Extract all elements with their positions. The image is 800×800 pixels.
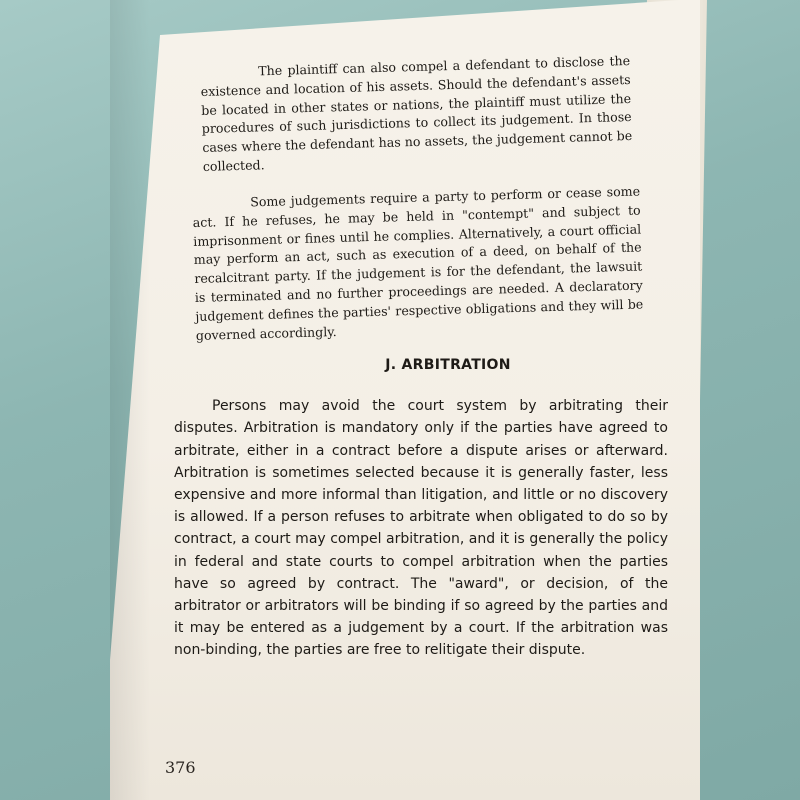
paragraph-performance: Some judgements require a party to perform or cease some act. If he refuses, he may be held in "contempt" and subject to imprisonment or fines until he complies. Alternatively, a court official may perform an act, such as execution of a deed, on behalf of the recalcitrant party. If the judgement is for the defendant, the lawsuit is terminated and no further proceedings are needed. A declaratory judgement defines the parties' respective obligations and they will be governed accordingly. <box>192 183 644 343</box>
page-number: 376 <box>165 758 196 777</box>
page-content <box>174 52 668 662</box>
paragraph-assets: The plaintiff can also compel a defendant to disclose the existence and location of his assets. Should the defendant's assets be located in other states or nations, the plaintiff must utilize the procedures of such jurisdictions to collect its judgement. In those cases where the defendant has no assets, the judgement cannot be collected. <box>200 52 633 174</box>
paragraph-arbitration: Persons may avoid the court system by arbitrating their disputes. Arbitration is mandatory only if the parties have agreed to arbitrate, either in a contract before a dispute arises or afterward. Arbitration is sometimes selected because it is generally faster, less expensive and more informal than litigation, and little or no discovery is allowed. If a person refuses to arbitrate when obligated to do so by contract, a court may compel arbitration, and it is generally the policy in federal and state courts to compel arbitration when the parties have so agreed by contract. The "award", or decision, of the arbitrator or arbitrators will be binding if so agreed by the parties and it may be entered as a judgement by a court. If the arbitration was non-binding, the parties are free to relitigate their dispute. <box>174 398 668 659</box>
section-heading: J. ARBITRATION <box>385 357 511 374</box>
